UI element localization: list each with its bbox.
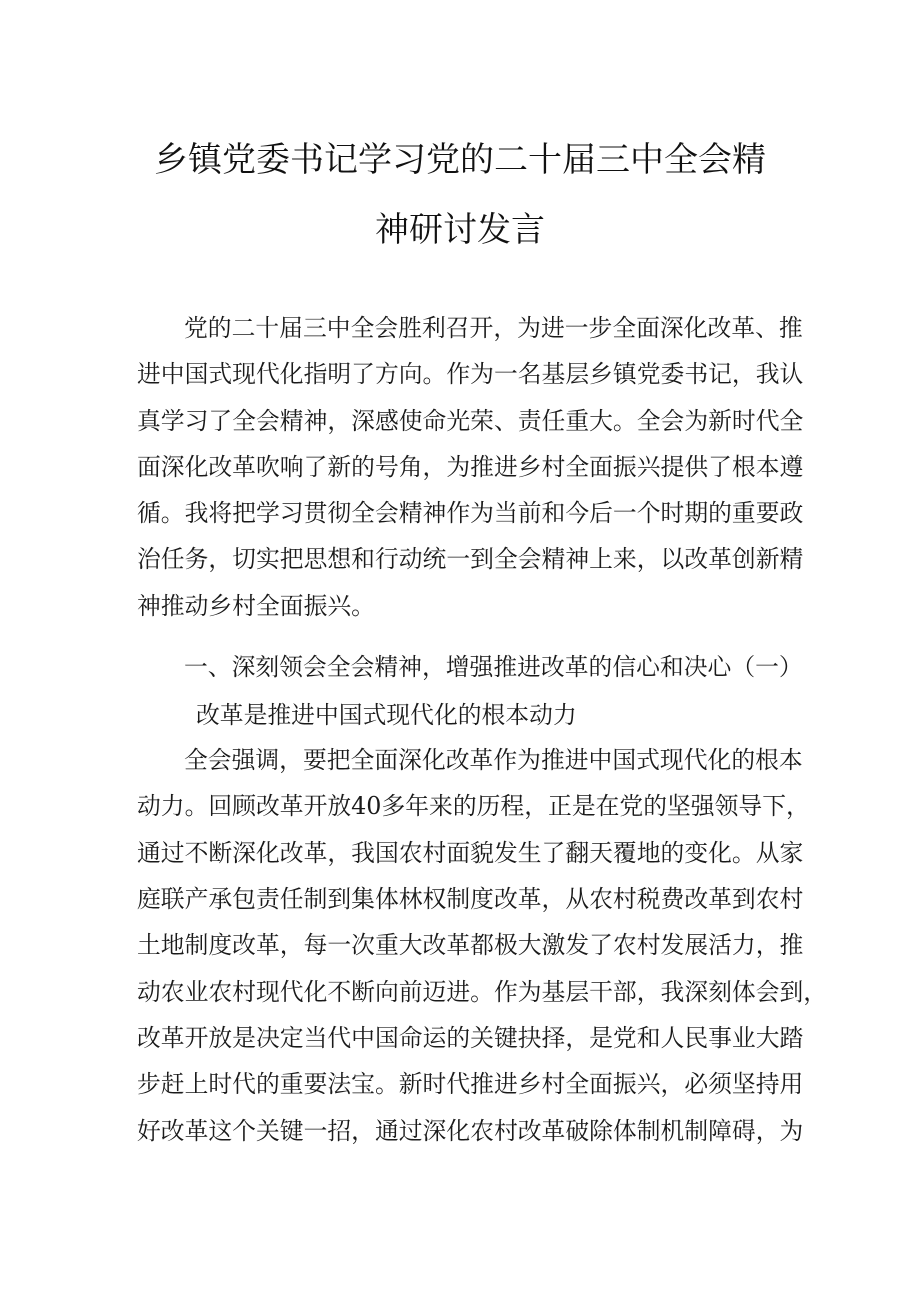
paragraph-line: 党的二十届三中全会胜利召开，为进一步全面深化改革、推 — [184, 314, 803, 342]
section-heading: 一、深刻领会全会精神，增强推进改革的信心和决心（一） — [184, 653, 803, 681]
document-title-line-2: 神研讨发言 — [375, 210, 545, 250]
paragraph-line: 动农业农村现代化不断向前迈进。作为基层干部，我深刻体会到， — [137, 978, 828, 1006]
paragraph-line: 神推动乡村全面振兴。 — [137, 592, 375, 620]
paragraph-line: 土地制度改革，每一次重大改革都极大激发了农村发展活力，推 — [137, 931, 804, 959]
paragraph-line: 循。我将把学习贯彻全会精神作为当前和今后一个时期的重要政 — [137, 499, 804, 527]
paragraph-line: 动力。回顾改革开放40多年来的历程，正是在党的坚强领导下， — [137, 792, 810, 820]
paragraph-line: 好改革这个关键一招，通过深化农村改革破除体制机制障碍，为 — [137, 1117, 804, 1145]
subsection-heading: 改革是推进中国式现代化的根本动力 — [196, 701, 577, 729]
paragraph-line: 改革开放是决定当代中国命运的关键抉择，是党和人民事业大踏 — [137, 1024, 804, 1052]
paragraph-line: 庭联产承包责任制到集体林权制度改革，从农村税费改革到农村 — [137, 885, 804, 913]
paragraph-line: 步赶上时代的重要法宝。新时代推进乡村全面振兴，必须坚持用 — [137, 1070, 804, 1098]
paragraph-line: 通过不断深化改革，我国农村面貌发生了翻天覆地的变化。从家 — [137, 839, 804, 867]
paragraph-line: 真学习了全会精神，深感使命光荣、责任重大。全会为新时代全 — [137, 407, 804, 435]
paragraph-line: 面深化改革吹响了新的号角，为推进乡村全面振兴提供了根本遵 — [137, 453, 804, 481]
paragraph-line: 进中国式现代化指明了方向。作为一名基层乡镇党委书记，我认 — [137, 360, 804, 388]
document-title-line-1: 乡镇党委书记学习党的二十届三中全会精 — [154, 140, 766, 180]
paragraph-line: 治任务，切实把思想和行动统一到全会精神上来，以改革创新精 — [137, 545, 804, 573]
paragraph-line: 全会强调，要把全面深化改革作为推进中国式现代化的根本 — [184, 746, 803, 774]
